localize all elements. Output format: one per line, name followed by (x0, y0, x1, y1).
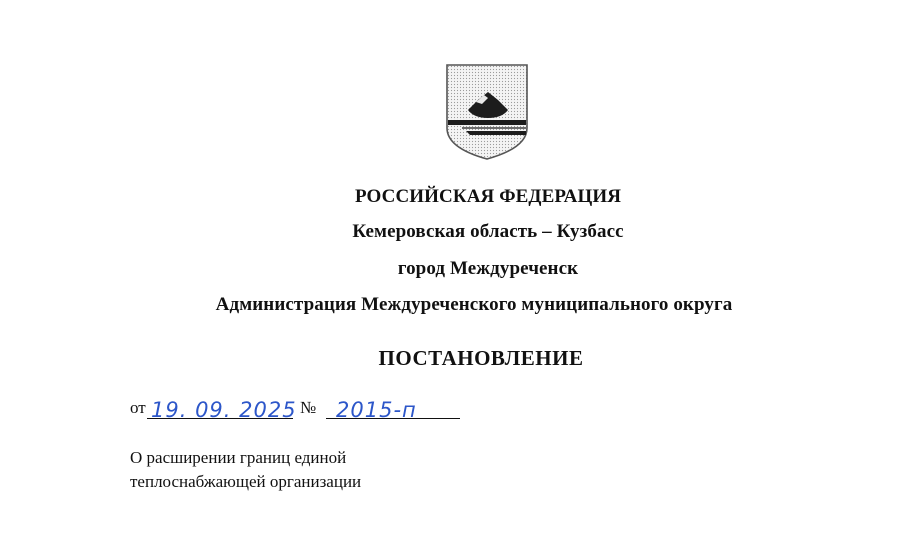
document-subject (130, 446, 361, 494)
number-label: № (300, 398, 317, 417)
country-heading: РОССИЙСКАЯ ФЕДЕРАЦИЯ (354, 186, 622, 207)
date-prefix: от (130, 398, 146, 417)
handwritten-date: 19. 09. 2025 (151, 398, 297, 422)
authority-heading: Администрация Междуреченского муниципального округа (215, 294, 733, 315)
date-field (147, 396, 297, 422)
region-heading: Кемеровская область – Кузбасс (352, 221, 624, 242)
handwritten-number: 2015-п (336, 398, 417, 422)
coat-of-arms-icon (444, 62, 530, 162)
city-heading: город Междуреченск (397, 258, 579, 279)
document-title: ПОСТАНОВЛЕНИЕ (378, 346, 584, 370)
subject-line-2: теплоснабжающей организации (130, 472, 362, 491)
number-field (326, 396, 460, 422)
subject-line-1: О расширении границ единой (130, 448, 347, 467)
